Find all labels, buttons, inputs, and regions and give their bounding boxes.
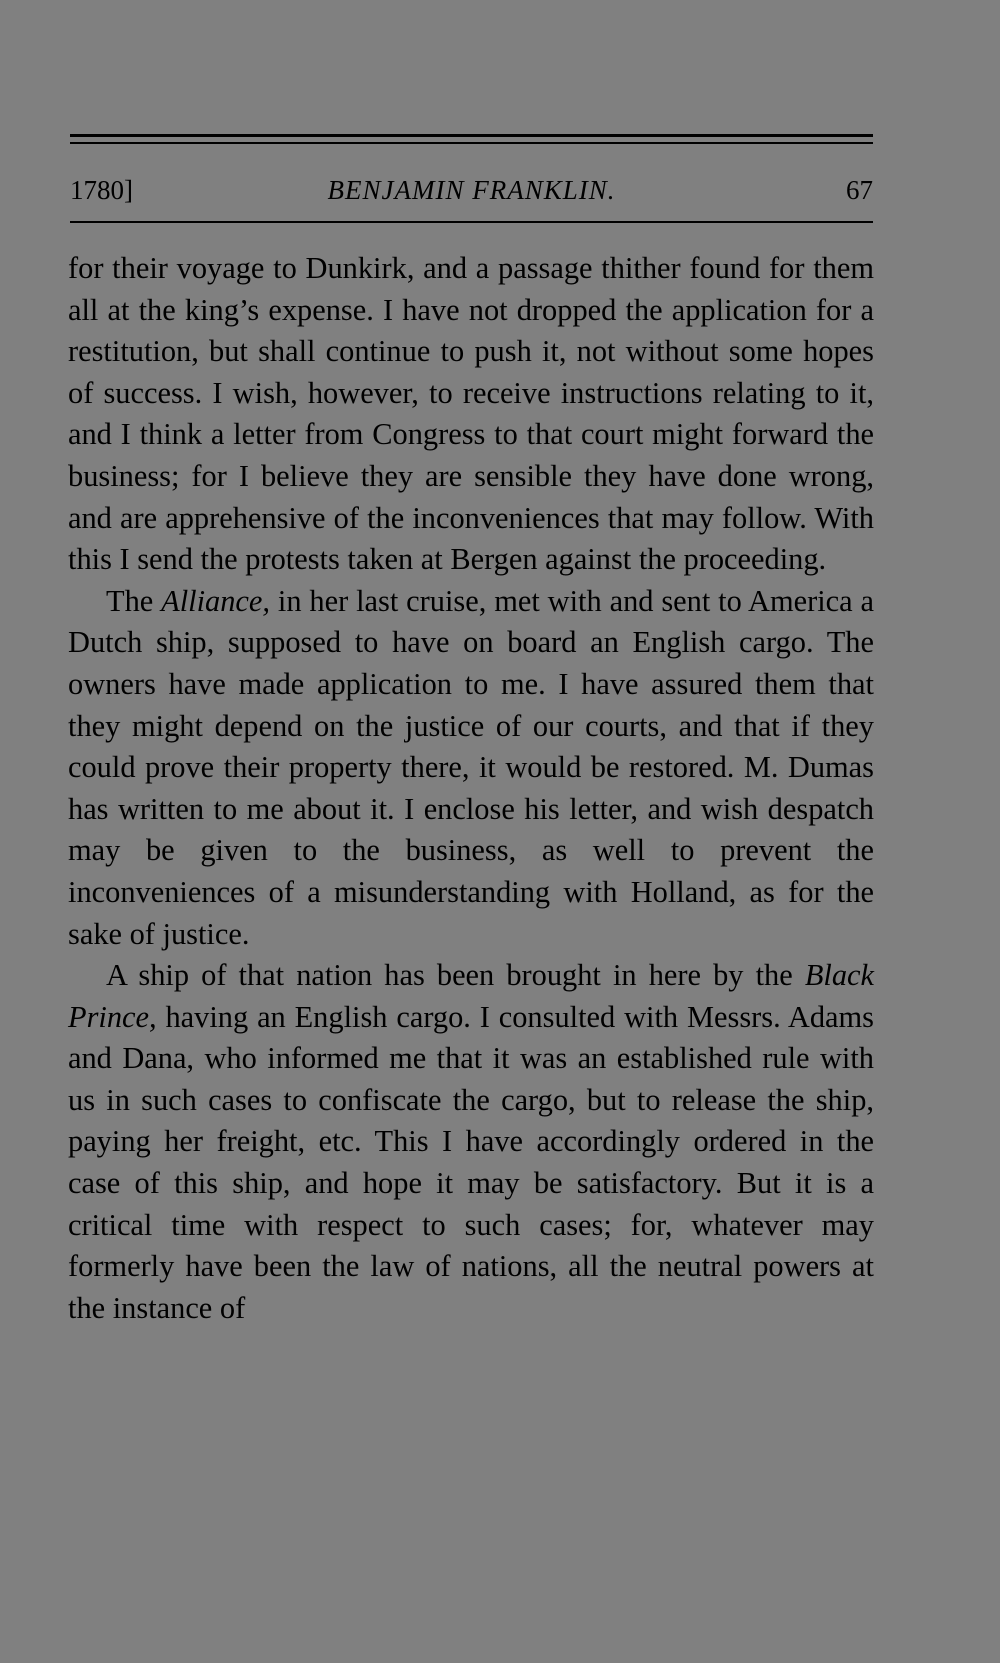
paragraph-text: having an English cargo. I consulted with Messrs. Adams and Dana, who informed me that it was an established rule with us in such cases to confiscate the cargo, but to release the ship, paying her freight, etc. This I have accordingly ordered in the case of this ship, and hope it may be satisfactory. But it is a critical time with respect to such cases; for, whatever may formerly have been the law of nations, all the neutral powers at the instance of <box>68 999 874 1325</box>
page-number: 67 <box>846 175 873 205</box>
paragraph-text: The <box>106 583 162 618</box>
paragraph-text: in her last cruise, met with and sent to America a Dutch ship, supposed to have on board an English cargo. The owners have made application to me. I have assured them that they might depend on the justice of our courts, and that if they could prove their property there, it would be restored. M. Dumas has written to me about it. I enclose his letter, and wish despatch may be given to the business, as well to prevent the inconveniences of a misunderstanding with Holland, as for the sake of justice. <box>68 583 874 951</box>
paragraph-3 <box>68 955 874 1329</box>
paragraph-text: A ship of that nation has been brought in here by the <box>106 958 805 993</box>
paragraph-text: for their voyage to Dunkirk, and a passage thither found for them all at the king’s expense. I have not dropped the application for a restitution, but shall continue to push it, not without some hopes of success. I wish, however, to receive instructions relating to it, and I think a letter from Congress to that court might forward the business; for I believe they are sensible they have done wrong, and are apprehensive of the inconveniences that may follow. With this I send the protests taken at Bergen against the proceeding. <box>68 251 874 577</box>
header-rule <box>70 221 873 223</box>
body-text <box>68 248 874 1329</box>
header-year: 1780] <box>70 175 133 205</box>
paragraph-2 <box>68 581 874 955</box>
paragraph-1 <box>68 248 874 581</box>
header-title: BENJAMIN FRANKLIN. <box>327 175 616 205</box>
ship-name-black-prince: Black Prince, <box>68 958 874 1034</box>
running-header <box>70 170 873 210</box>
top-rule-thin <box>70 142 873 144</box>
ship-name-alliance: Alliance, <box>161 583 271 618</box>
top-rule-thick <box>70 134 873 137</box>
